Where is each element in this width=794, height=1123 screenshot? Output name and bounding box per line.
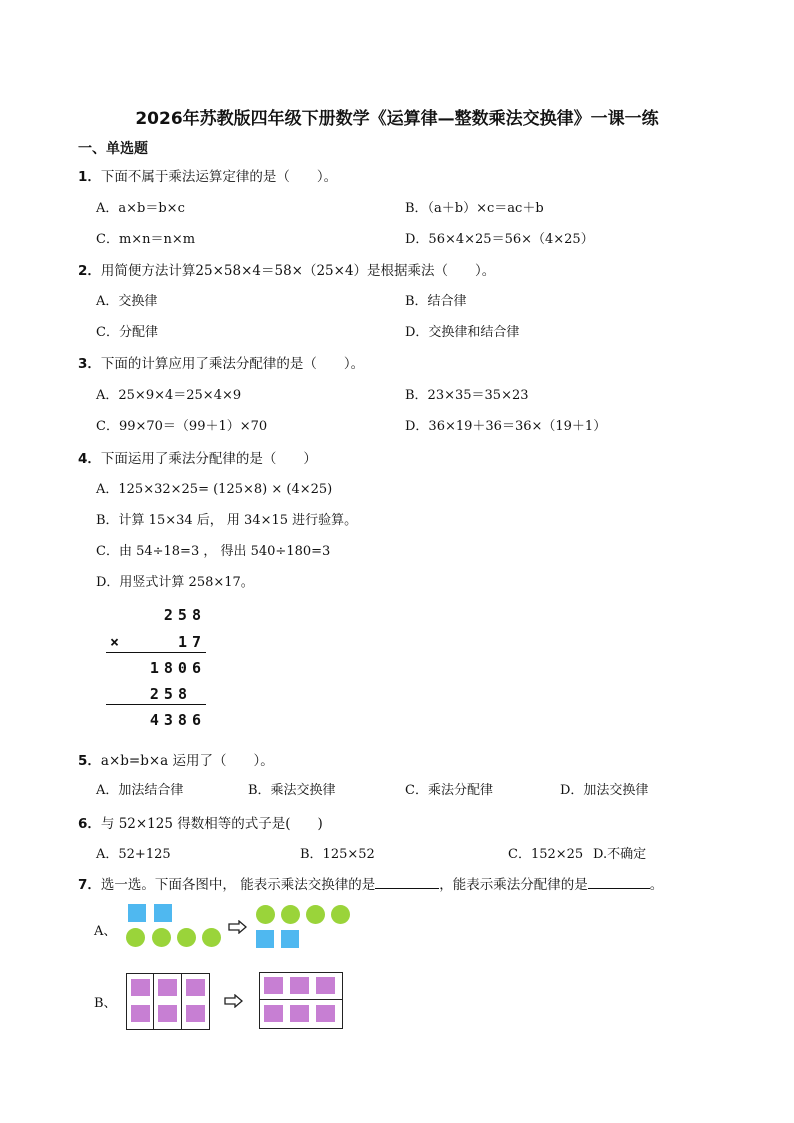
option-4d: D．用竖式计算 258×17。 bbox=[96, 575, 254, 590]
green-circle bbox=[256, 905, 275, 924]
question-number: 4． bbox=[78, 451, 101, 467]
question-6 bbox=[78, 812, 323, 832]
pink-square bbox=[264, 977, 283, 994]
pink-square bbox=[131, 979, 150, 996]
option-3a: A．25×9×4＝25×4×9 bbox=[96, 388, 242, 403]
question-text: 下面运用了乘法分配律的是（ ） bbox=[100, 451, 317, 467]
option-5b: B．乘法交换律 bbox=[248, 783, 336, 798]
option-3d: D．36×19＋36＝36×（19＋1） bbox=[405, 419, 607, 434]
arrow-right-icon bbox=[228, 920, 248, 934]
multiply-sign: × bbox=[110, 633, 120, 651]
question-number: 7． bbox=[78, 877, 101, 893]
option-5d: D．加法交换律 bbox=[560, 783, 649, 798]
green-circle bbox=[306, 905, 325, 924]
option-3c: C．99×70＝（99＋1）×70 bbox=[96, 419, 268, 434]
pink-square bbox=[264, 1005, 283, 1022]
product-result: 4386 bbox=[149, 711, 206, 729]
question-number: 5． bbox=[78, 753, 101, 769]
pink-square bbox=[186, 1005, 205, 1022]
option-6a: A．52+125 bbox=[96, 847, 171, 862]
arrow-right-icon bbox=[224, 994, 244, 1008]
option-1b: B．（a＋b）×c＝ac＋b bbox=[405, 201, 544, 216]
partial-product-2: 258 bbox=[149, 685, 192, 703]
pink-square bbox=[158, 979, 177, 996]
question-number: 1． bbox=[78, 169, 101, 185]
question-7 bbox=[78, 873, 663, 893]
partial-product-1: 1806 bbox=[149, 659, 206, 677]
question-text-part3: 。 bbox=[649, 877, 664, 893]
page-title: 2026年苏教版四年级下册数学《运算律—整数乘法交换律》一课一练 bbox=[135, 109, 659, 129]
option-1a: A．a×b＝b×c bbox=[96, 201, 185, 216]
question-text: 下面不属于乘法运算定律的是（ ）。 bbox=[100, 169, 338, 185]
green-circle bbox=[152, 928, 171, 947]
operand-1: 258 bbox=[163, 606, 206, 624]
option-3b: B．23×35＝35×23 bbox=[405, 388, 529, 403]
blue-square bbox=[281, 930, 299, 948]
question-text: 下面的计算应用了乘法分配律的是（ ）。 bbox=[100, 356, 365, 372]
grid-line bbox=[259, 999, 343, 1000]
question-number: 3． bbox=[78, 356, 101, 372]
green-circle bbox=[177, 928, 196, 947]
blue-square bbox=[154, 904, 172, 922]
option-1d: D．56×4×25＝56×（4×25） bbox=[405, 232, 594, 247]
option-2c: C．分配律 bbox=[96, 325, 158, 340]
question-number: 2． bbox=[78, 263, 101, 279]
question-text: 与 52×125 得数相等的式子是( ) bbox=[100, 816, 323, 832]
question-5 bbox=[78, 749, 274, 769]
option-4b: B．计算 15×34 后， 用 34×15 进行验算。 bbox=[96, 513, 358, 528]
divider-line bbox=[106, 704, 206, 705]
question-1 bbox=[78, 165, 337, 185]
pink-square bbox=[316, 1005, 335, 1022]
pink-square bbox=[290, 977, 309, 994]
option-2b: B．结合律 bbox=[405, 294, 467, 309]
question-3 bbox=[78, 352, 364, 372]
answer-blank-2[interactable] bbox=[588, 874, 650, 889]
option-1c: C．m×n＝n×m bbox=[96, 232, 196, 247]
green-circle bbox=[126, 928, 145, 947]
question-text-part2: ，能表示乘法分配律的是 bbox=[439, 877, 588, 893]
operand-2: 17 bbox=[177, 633, 206, 651]
question-text-part1: 选一选。下面各图中， 能表示乘法交换律的是 bbox=[100, 877, 376, 893]
answer-blank-1[interactable] bbox=[375, 874, 439, 889]
pink-square bbox=[290, 1005, 309, 1022]
pink-square bbox=[158, 1005, 177, 1022]
option-2a: A．交换律 bbox=[96, 294, 158, 309]
option-6d: D.不确定 bbox=[593, 847, 647, 862]
vertical-multiplication bbox=[106, 600, 216, 735]
question-2 bbox=[78, 259, 495, 279]
green-circle bbox=[202, 928, 221, 947]
question-number: 6． bbox=[78, 816, 101, 832]
option-2d: D．交换律和结合律 bbox=[405, 325, 520, 340]
grid-line bbox=[153, 973, 154, 1030]
question-text: a×b=b×a 运用了（ ）。 bbox=[100, 753, 274, 769]
pink-square bbox=[316, 977, 335, 994]
green-circle bbox=[281, 905, 300, 924]
option-6b: B．125×52 bbox=[300, 847, 375, 862]
option-6c: C．152×25 bbox=[508, 847, 584, 862]
figure-b-label: B、 bbox=[94, 996, 117, 1011]
option-4a: A．125×32×25= (125×8) × (4×25) bbox=[96, 482, 333, 497]
pink-square bbox=[186, 979, 205, 996]
pink-square bbox=[131, 1005, 150, 1022]
figure-a-label: A、 bbox=[94, 924, 117, 939]
option-5a: A．加法结合律 bbox=[96, 783, 184, 798]
option-4c: C．由 54÷18=3 ， 得出 540÷180=3 bbox=[96, 544, 331, 559]
green-circle bbox=[331, 905, 350, 924]
grid-line bbox=[181, 973, 182, 1030]
option-5c: C．乘法分配律 bbox=[405, 783, 493, 798]
question-4 bbox=[78, 447, 317, 467]
blue-square bbox=[256, 930, 274, 948]
blue-square bbox=[128, 904, 146, 922]
question-text: 用简便方法计算25×58×4＝58×（25×4）是根据乘法（ ）。 bbox=[100, 263, 496, 279]
divider-line bbox=[106, 652, 206, 653]
section-heading: 一、单选题 bbox=[78, 141, 148, 157]
